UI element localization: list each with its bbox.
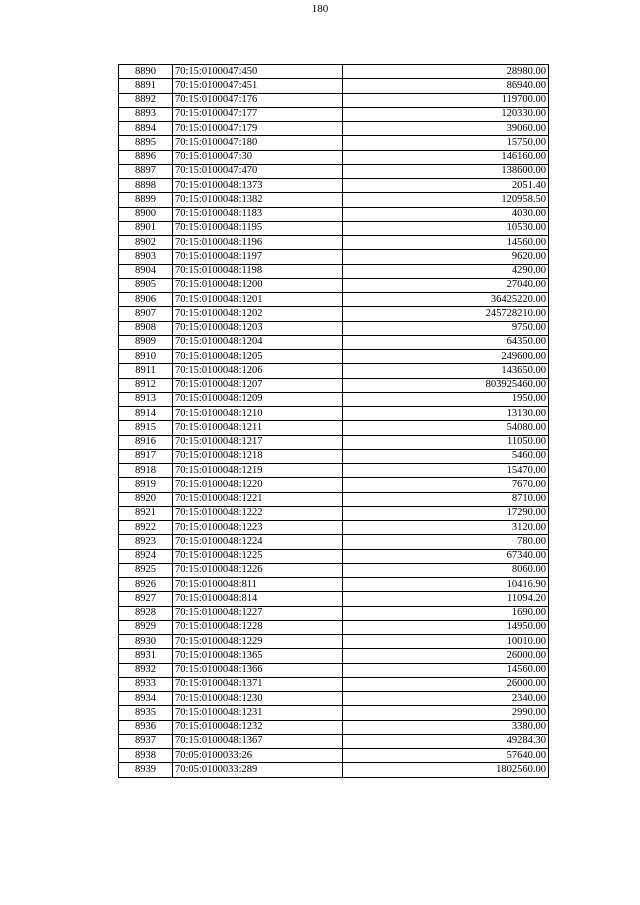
row-number-cell: 8906: [119, 293, 173, 307]
cadastral-value-cell: 49284.30: [343, 734, 549, 748]
cadastral-number-cell: 70:15:0100048:1231: [173, 706, 343, 720]
cadastral-value-cell: 146160.00: [343, 150, 549, 164]
table-row: [119, 549, 549, 563]
row-number-cell: 8930: [119, 635, 173, 649]
page-number: 180: [311, 3, 329, 15]
cadastral-value-cell: 28980.00: [343, 65, 549, 79]
row-number-cell: 8902: [119, 236, 173, 250]
cadastral-value-cell: 14950.00: [343, 620, 549, 634]
table-row: [119, 179, 549, 193]
cadastral-number-cell: 70:05:0100033:26: [173, 749, 343, 763]
row-number-cell: 8931: [119, 649, 173, 663]
table-row: [119, 649, 549, 663]
cadastral-number-cell: 70:15:0100048:1367: [173, 734, 343, 748]
row-number-cell: 8890: [119, 65, 173, 79]
cadastral-number-cell: 70:15:0100047:451: [173, 79, 343, 93]
cadastral-value-cell: 39060.00: [343, 122, 549, 136]
table-row: [119, 421, 549, 435]
cadastral-value-cell: 8710.00: [343, 492, 549, 506]
cadastral-value-cell: 7670.00: [343, 478, 549, 492]
cadastral-value-cell: 120958.50: [343, 193, 549, 207]
row-number-cell: 8915: [119, 421, 173, 435]
cadastral-value-cell: 10010.00: [343, 635, 549, 649]
table-row: [119, 122, 549, 136]
row-number-cell: 8897: [119, 164, 173, 178]
cadastral-value-cell: 3120.00: [343, 521, 549, 535]
row-number-cell: 8937: [119, 734, 173, 748]
cadastral-value-cell: 17290.00: [343, 506, 549, 520]
table-row: [119, 521, 549, 535]
row-number-cell: 8916: [119, 435, 173, 449]
cadastral-number-cell: 70:15:0100047:450: [173, 65, 343, 79]
table-row: [119, 635, 549, 649]
row-number-cell: 8936: [119, 720, 173, 734]
table-row: [119, 606, 549, 620]
cadastral-value-cell: 10530.00: [343, 221, 549, 235]
table-row: [119, 563, 549, 577]
row-number-cell: 8911: [119, 364, 173, 378]
row-number-cell: 8922: [119, 521, 173, 535]
cadastral-value-cell: 11050.00: [343, 435, 549, 449]
table-row: [119, 350, 549, 364]
cadastral-number-cell: 70:05:0100033:289: [173, 763, 343, 777]
cadastral-number-cell: 70:15:0100048:1373: [173, 179, 343, 193]
cadastral-number-cell: 70:15:0100048:811: [173, 578, 343, 592]
row-number-cell: 8934: [119, 692, 173, 706]
cadastral-value-cell: 26000.00: [343, 649, 549, 663]
row-number-cell: 8894: [119, 122, 173, 136]
cadastral-number-cell: 70:15:0100047:179: [173, 122, 343, 136]
cadastral-value-cell: 36425220.00: [343, 293, 549, 307]
row-number-cell: 8895: [119, 136, 173, 150]
table-body: [119, 65, 549, 778]
table-row: [119, 620, 549, 634]
table-row: [119, 492, 549, 506]
cadastral-number-cell: 70:15:0100048:1222: [173, 506, 343, 520]
cadastral-value-cell: 86940.00: [343, 79, 549, 93]
cadastral-number-cell: 70:15:0100048:1217: [173, 435, 343, 449]
cadastral-value-cell: 1690.00: [343, 606, 549, 620]
cadastral-value-cell: 245728210.00: [343, 307, 549, 321]
table-row: [119, 93, 549, 107]
cadastral-value-cell: 57640.00: [343, 749, 549, 763]
cadastral-number-cell: 70:15:0100048:1230: [173, 692, 343, 706]
cadastral-number-cell: 70:15:0100048:1382: [173, 193, 343, 207]
table-row: [119, 749, 549, 763]
cadastral-number-cell: 70:15:0100048:1227: [173, 606, 343, 620]
row-number-cell: 8923: [119, 535, 173, 549]
row-number-cell: 8920: [119, 492, 173, 506]
table-row: [119, 264, 549, 278]
table-row: [119, 692, 549, 706]
table-row: [119, 435, 549, 449]
cadastral-value-cell: 9620.00: [343, 250, 549, 264]
cadastral-value-cell: 54080.00: [343, 421, 549, 435]
row-number-cell: 8921: [119, 506, 173, 520]
row-number-cell: 8905: [119, 278, 173, 292]
cadastral-value-cell: 4030.00: [343, 207, 549, 221]
row-number-cell: 8935: [119, 706, 173, 720]
row-number-cell: 8904: [119, 264, 173, 278]
row-number-cell: 8903: [119, 250, 173, 264]
cadastral-number-cell: 70:15:0100048:1232: [173, 720, 343, 734]
row-number-cell: 8907: [119, 307, 173, 321]
cadastral-number-cell: 70:15:0100048:1223: [173, 521, 343, 535]
row-number-cell: 8908: [119, 321, 173, 335]
row-number-cell: 8912: [119, 378, 173, 392]
cadastral-value-cell: 27040.00: [343, 278, 549, 292]
cadastral-number-cell: 70:15:0100048:1200: [173, 278, 343, 292]
table-row: [119, 250, 549, 264]
cadastral-number-cell: 70:15:0100048:1219: [173, 464, 343, 478]
row-number-cell: 8926: [119, 578, 173, 592]
row-number-cell: 8910: [119, 350, 173, 364]
table-row: [119, 65, 549, 79]
row-number-cell: 8898: [119, 179, 173, 193]
cadastral-value-cell: 15470.00: [343, 464, 549, 478]
cadastral-value-cell: 15750.00: [343, 136, 549, 150]
cadastral-number-cell: 70:15:0100048:1371: [173, 677, 343, 691]
table-row: [119, 79, 549, 93]
cadastral-number-cell: 70:15:0100048:1221: [173, 492, 343, 506]
row-number-cell: 8939: [119, 763, 173, 777]
table-row: [119, 136, 549, 150]
cadastral-value-cell: 8060.00: [343, 563, 549, 577]
cadastral-value-cell: 803925460.00: [343, 378, 549, 392]
cadastral-value-cell: 2990.00: [343, 706, 549, 720]
cadastral-number-cell: 70:15:0100048:1196: [173, 236, 343, 250]
cadastral-number-cell: 70:15:0100047:470: [173, 164, 343, 178]
table-row: [119, 164, 549, 178]
cadastral-number-cell: 70:15:0100048:1209: [173, 392, 343, 406]
cadastral-value-cell: 64350.00: [343, 335, 549, 349]
cadastral-value-cell: 4290.00: [343, 264, 549, 278]
row-number-cell: 8896: [119, 150, 173, 164]
table-row: [119, 392, 549, 406]
row-number-cell: 8913: [119, 392, 173, 406]
cadastral-number-cell: 70:15:0100048:1197: [173, 250, 343, 264]
table-row: [119, 535, 549, 549]
cadastral-value-cell: 780.00: [343, 535, 549, 549]
table-row: [119, 720, 549, 734]
cadastral-number-cell: 70:15:0100048:1195: [173, 221, 343, 235]
cadastral-value-cell: 2340.00: [343, 692, 549, 706]
cadastral-value-cell: 249600.00: [343, 350, 549, 364]
table-row: [119, 278, 549, 292]
row-number-cell: 8927: [119, 592, 173, 606]
cadastral-value-cell: 13130.00: [343, 407, 549, 421]
table-row: [119, 335, 549, 349]
cadastral-value-cell: 9750.00: [343, 321, 549, 335]
cadastral-value-cell: 120330.00: [343, 107, 549, 121]
cadastral-number-cell: 70:15:0100047:177: [173, 107, 343, 121]
table-row: [119, 378, 549, 392]
row-number-cell: 8901: [119, 221, 173, 235]
table-row: [119, 364, 549, 378]
row-number-cell: 8919: [119, 478, 173, 492]
cadastral-number-cell: 70:15:0100048:1365: [173, 649, 343, 663]
table-row: [119, 449, 549, 463]
cadastral-number-cell: 70:15:0100047:30: [173, 150, 343, 164]
table-row: [119, 663, 549, 677]
cadastral-value-cell: 143650.00: [343, 364, 549, 378]
cadastral-number-cell: 70:15:0100048:1201: [173, 293, 343, 307]
row-number-cell: 8932: [119, 663, 173, 677]
table-row: [119, 592, 549, 606]
row-number-cell: 8909: [119, 335, 173, 349]
cadastral-value-cell: 14560.00: [343, 236, 549, 250]
row-number-cell: 8929: [119, 620, 173, 634]
cadastral-number-cell: 70:15:0100048:1204: [173, 335, 343, 349]
cadastral-number-cell: 70:15:0100048:1218: [173, 449, 343, 463]
table-row: [119, 706, 549, 720]
cadastral-value-table: [118, 64, 549, 778]
table-row: [119, 321, 549, 335]
table-row: [119, 107, 549, 121]
table-row: [119, 221, 549, 235]
table-row: [119, 464, 549, 478]
table-row: [119, 207, 549, 221]
table-row: [119, 677, 549, 691]
cadastral-number-cell: 70:15:0100048:1207: [173, 378, 343, 392]
row-number-cell: 8914: [119, 407, 173, 421]
cadastral-value-cell: 2051.40: [343, 179, 549, 193]
table-row: [119, 578, 549, 592]
row-number-cell: 8900: [119, 207, 173, 221]
cadastral-number-cell: 70:15:0100048:1202: [173, 307, 343, 321]
cadastral-number-cell: 70:15:0100048:1224: [173, 535, 343, 549]
cadastral-number-cell: 70:15:0100048:1183: [173, 207, 343, 221]
table-row: [119, 478, 549, 492]
table-row: [119, 307, 549, 321]
row-number-cell: 8924: [119, 549, 173, 563]
table-row: [119, 150, 549, 164]
cadastral-number-cell: 70:15:0100048:1210: [173, 407, 343, 421]
row-number-cell: 8933: [119, 677, 173, 691]
cadastral-number-cell: 70:15:0100048:1211: [173, 421, 343, 435]
cadastral-number-cell: 70:15:0100048:1220: [173, 478, 343, 492]
cadastral-number-cell: 70:15:0100048:1203: [173, 321, 343, 335]
cadastral-value-cell: 1802560.00: [343, 763, 549, 777]
row-number-cell: 8899: [119, 193, 173, 207]
cadastral-number-cell: 70:15:0100048:1198: [173, 264, 343, 278]
table-row: [119, 236, 549, 250]
cadastral-number-cell: 70:15:0100048:1229: [173, 635, 343, 649]
cadastral-value-cell: 26000.00: [343, 677, 549, 691]
row-number-cell: 8925: [119, 563, 173, 577]
cadastral-value-cell: 138600.00: [343, 164, 549, 178]
table-row: [119, 293, 549, 307]
row-number-cell: 8891: [119, 79, 173, 93]
row-number-cell: 8893: [119, 107, 173, 121]
cadastral-value-cell: 3380.00: [343, 720, 549, 734]
cadastral-value-cell: 5460.00: [343, 449, 549, 463]
row-number-cell: 8938: [119, 749, 173, 763]
row-number-cell: 8917: [119, 449, 173, 463]
cadastral-value-cell: 11094.20: [343, 592, 549, 606]
cadastral-number-cell: 70:15:0100048:1226: [173, 563, 343, 577]
cadastral-number-cell: 70:15:0100048:814: [173, 592, 343, 606]
cadastral-value-cell: 119700.00: [343, 93, 549, 107]
table-row: [119, 407, 549, 421]
cadastral-value-cell: 67340.00: [343, 549, 549, 563]
cadastral-number-cell: 70:15:0100048:1205: [173, 350, 343, 364]
cadastral-number-cell: 70:15:0100048:1228: [173, 620, 343, 634]
cadastral-number-cell: 70:15:0100048:1366: [173, 663, 343, 677]
cadastral-value-cell: 1950.00: [343, 392, 549, 406]
cadastral-number-cell: 70:15:0100047:180: [173, 136, 343, 150]
row-number-cell: 8918: [119, 464, 173, 478]
table-row: [119, 734, 549, 748]
table-row: [119, 193, 549, 207]
cadastral-number-cell: 70:15:0100047:176: [173, 93, 343, 107]
cadastral-number-cell: 70:15:0100048:1225: [173, 549, 343, 563]
table-row: [119, 506, 549, 520]
cadastral-value-cell: 10416.90: [343, 578, 549, 592]
cadastral-number-cell: 70:15:0100048:1206: [173, 364, 343, 378]
cadastral-value-cell: 14560.00: [343, 663, 549, 677]
row-number-cell: 8892: [119, 93, 173, 107]
table-row: [119, 763, 549, 777]
row-number-cell: 8928: [119, 606, 173, 620]
